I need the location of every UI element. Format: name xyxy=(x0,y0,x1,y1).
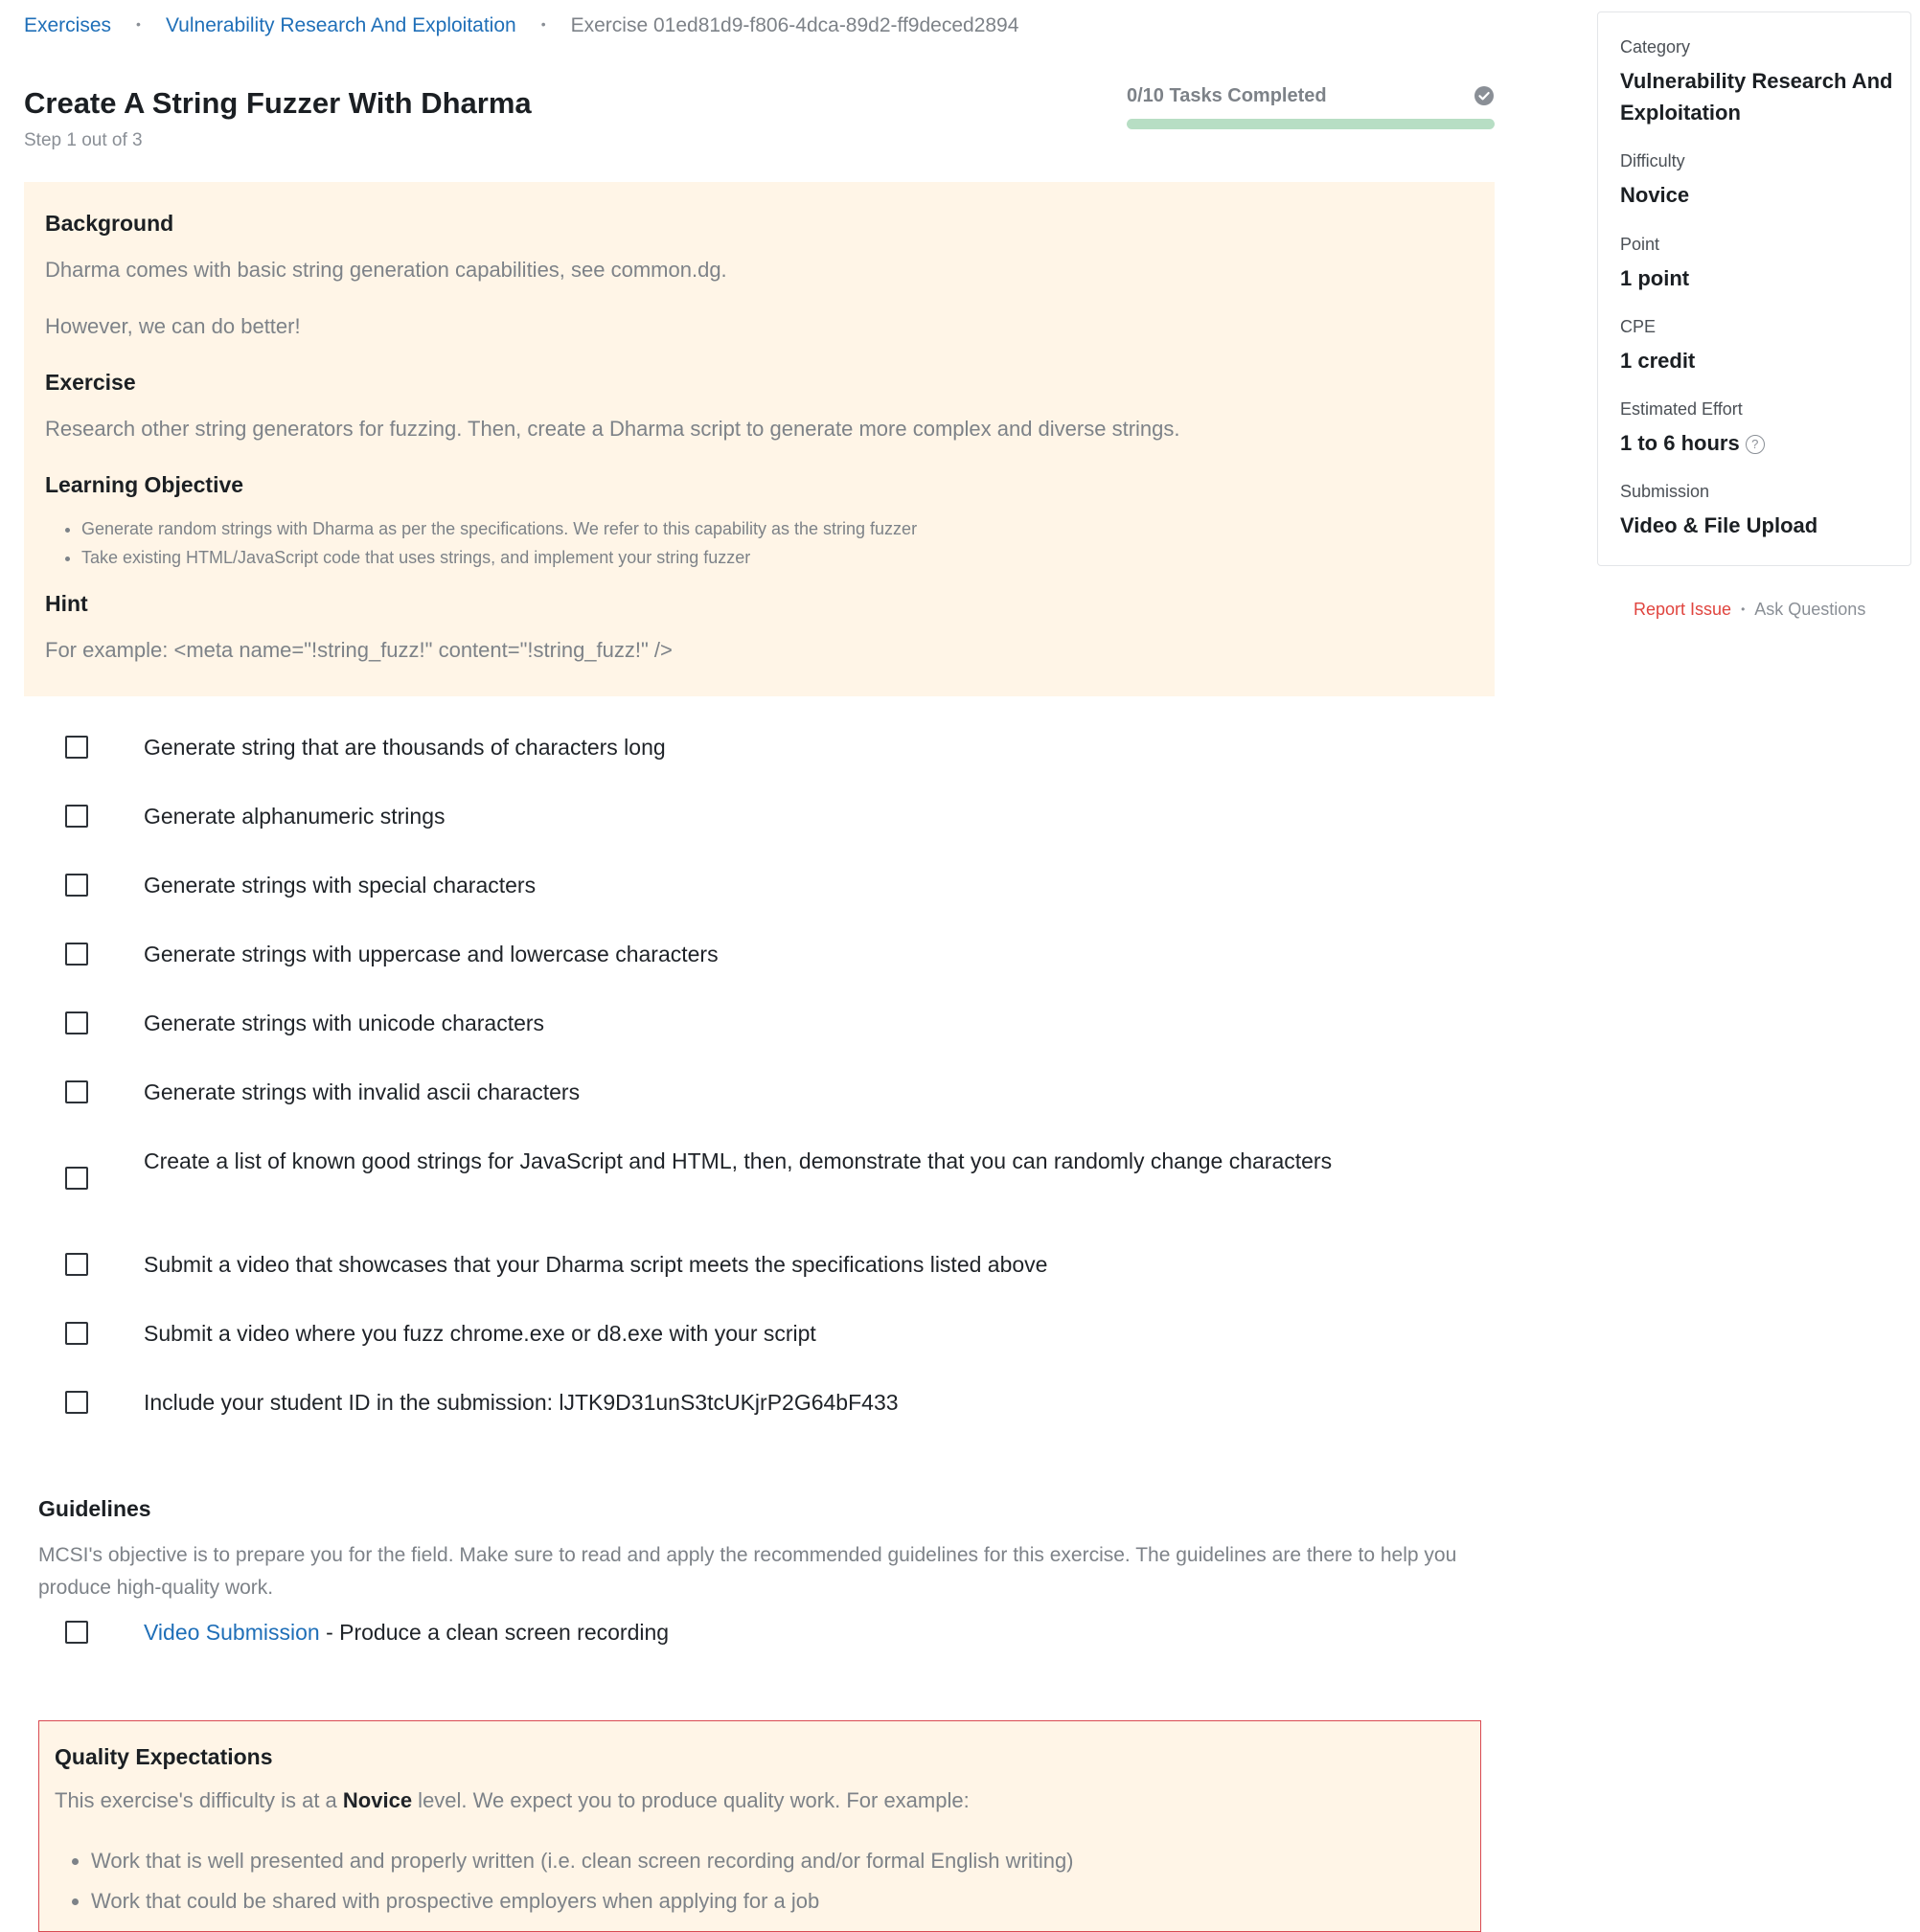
video-submission-link[interactable]: Video Submission xyxy=(144,1620,320,1645)
task-label: Create a list of known good strings for JavaScript and HTML, then, demonstrate that you can randomly change characters xyxy=(144,1148,1333,1173)
quality-intro xyxy=(55,1788,970,1813)
task-label: Generate strings with unicode characters xyxy=(144,1011,545,1035)
task-checkbox[interactable] xyxy=(65,1322,88,1345)
task-checkbox[interactable] xyxy=(65,1391,88,1414)
quality-intro-before: This exercise's difficulty is at a xyxy=(55,1788,343,1812)
step-indicator: Step 1 out of 3 xyxy=(24,130,143,150)
task-checkbox[interactable] xyxy=(65,736,88,759)
task-label: Generate strings with invalid ascii characters xyxy=(144,1080,581,1104)
progress-label: 0/10 Tasks Completed xyxy=(1127,85,1327,106)
exercise-details-card xyxy=(1597,11,1911,566)
meta-category xyxy=(1620,37,1898,128)
submission-value: Video & File Upload xyxy=(1620,513,1818,537)
quality-intro-after: level. We expect you to produce quality work. For example: xyxy=(412,1788,970,1812)
sidebar-links xyxy=(1634,600,1865,620)
guideline-checkbox[interactable] xyxy=(65,1621,88,1644)
background-text-2: However, we can do better! xyxy=(45,314,301,338)
background-text-1: Dharma comes with basic string generation capabilities, see common.dg. xyxy=(45,258,727,282)
learning-objective-heading: Learning Objective xyxy=(45,472,244,497)
effort-label: Estimated Effort xyxy=(1620,399,1743,419)
breadcrumb-separator: • xyxy=(540,16,546,32)
point-label: Point xyxy=(1620,235,1660,254)
list-item: • Take existing HTML/JavaScript code that uses strings, and implement your string fuzzer xyxy=(81,543,917,572)
check-circle-icon xyxy=(1474,85,1495,106)
cpe-value: 1 credit xyxy=(1620,349,1696,373)
exercise-info-box xyxy=(24,182,1495,696)
guidelines-heading: Guidelines xyxy=(38,1496,151,1521)
link-separator: • xyxy=(1741,602,1746,616)
task-progress xyxy=(1127,85,1495,129)
task-label: Generate strings with uppercase and lowercase characters xyxy=(144,942,719,966)
hint-text: For example: <meta name="!string_fuzz!" content="!string_fuzz!" /> xyxy=(45,638,673,662)
learning-objective-list xyxy=(45,514,917,572)
list-item: • Generate random strings with Dharma as per the specifications. We refer to this capability as the string fuzzer xyxy=(81,514,917,543)
background-heading: Background xyxy=(45,211,174,236)
task-checkbox[interactable] xyxy=(65,1080,88,1103)
effort-value: 1 to 6 hours xyxy=(1620,431,1740,455)
progress-bar xyxy=(1127,119,1495,129)
task-label: Submit a video where you fuzz chrome.exe or d8.exe with your script xyxy=(144,1321,816,1346)
quality-level: Novice xyxy=(342,1788,413,1812)
meta-cpe xyxy=(1620,317,1695,376)
breadcrumb-current: Exercise 01ed81d9-f806-4dca-89d2-ff9deced2894 xyxy=(570,14,1019,36)
effort-row xyxy=(1620,427,1765,459)
quality-expectations-box xyxy=(38,1720,1481,1932)
task-checkbox[interactable] xyxy=(65,1011,88,1034)
ask-questions-link[interactable]: Ask Questions xyxy=(1754,600,1866,619)
guideline-label xyxy=(144,1615,1389,1650)
meta-point xyxy=(1620,235,1689,294)
breadcrumb-separator: • xyxy=(136,16,141,32)
category-label: Category xyxy=(1620,37,1691,57)
quality-heading: Quality Expectations xyxy=(55,1744,273,1769)
point-value: 1 point xyxy=(1620,266,1690,290)
submission-label: Submission xyxy=(1620,482,1710,501)
meta-effort xyxy=(1620,399,1765,459)
task-checkbox[interactable] xyxy=(65,1167,88,1190)
list-item: • Work that is well presented and properly written (i.e. clean screen recording and/or formal English writing) xyxy=(91,1841,1074,1881)
difficulty-label: Difficulty xyxy=(1620,151,1685,170)
breadcrumb-exercises-link[interactable]: Exercises xyxy=(24,14,112,36)
task-label: Generate alphanumeric strings xyxy=(144,804,446,829)
question-circle-icon[interactable]: ? xyxy=(1746,435,1765,454)
task-label: Include your student ID in the submission: lJTK9D31unS3tcUKjrP2G64bF433 xyxy=(144,1390,899,1415)
exercise-heading: Exercise xyxy=(45,370,136,395)
task-checkbox[interactable] xyxy=(65,805,88,828)
list-item: • Work that could be shared with prospective employers when applying for a job xyxy=(91,1881,1074,1921)
task-checkbox[interactable] xyxy=(65,943,88,966)
task-label: Generate strings with special characters xyxy=(144,873,537,898)
guideline-description: - Produce a clean screen recording xyxy=(319,1620,670,1645)
exercise-text: Research other string generators for fuzzing. Then, create a Dharma script to generate more complex and diverse strings. xyxy=(45,417,1180,441)
breadcrumb xyxy=(24,14,1018,37)
cpe-label: CPE xyxy=(1620,317,1657,336)
task-label: Submit a video that showcases that your Dharma script meets the specifications listed above xyxy=(144,1252,1048,1277)
breadcrumb-category-link[interactable]: Vulnerability Research And Exploitation xyxy=(165,14,516,36)
meta-difficulty xyxy=(1620,151,1689,211)
report-issue-link[interactable]: Report Issue xyxy=(1634,600,1732,619)
category-value: Vulnerability Research And Exploitation xyxy=(1620,69,1893,125)
difficulty-value: Novice xyxy=(1620,183,1690,207)
meta-submission xyxy=(1620,482,1817,541)
page-title: Create A String Fuzzer With Dharma xyxy=(24,86,532,120)
hint-heading: Hint xyxy=(45,591,88,616)
task-checkbox[interactable] xyxy=(65,874,88,897)
quality-list xyxy=(55,1841,1074,1921)
task-label: Generate string that are thousands of characters long xyxy=(144,735,666,760)
guidelines-text: MCSI's objective is to prepare you for the field. Make sure to read and apply the recommended guidelines for this exercise. The guidelines are there to help you produce high-quality work. xyxy=(38,1544,1457,1599)
task-checkbox[interactable] xyxy=(65,1253,88,1276)
